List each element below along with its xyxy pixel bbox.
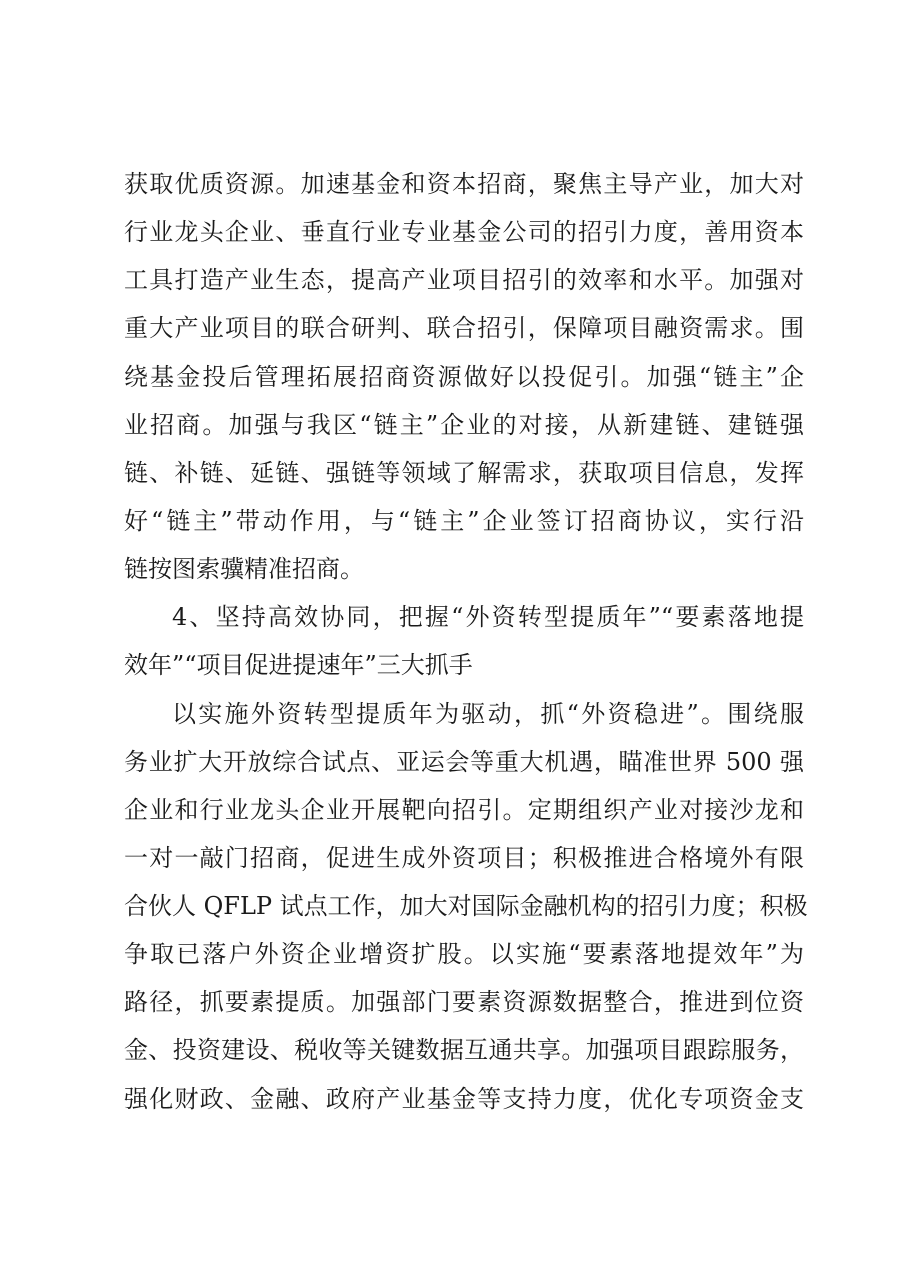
section-heading-continued: 效年”“项目促进提速年”三大抓手: [124, 651, 473, 679]
text-line: 争取已落户外资企业增资扩股。以实施“要素落地提效年”为: [124, 940, 804, 968]
text-line: 合伙人 QFLP 试点工作，加大对国际金融机构的招引力度；积极: [124, 892, 808, 920]
text-line: 行业龙头企业、垂直行业专业基金公司的招引力度，善用资本: [124, 218, 804, 246]
section-heading: 4、坚持高效协同，把握“外资转型提质年”“要素落地提: [172, 603, 804, 631]
text-line: 路径，抓要素提质。加强部门要素资源数据整合，推进到位资: [124, 988, 804, 1016]
text-line: 业招商。加强与我区“链主”企业的对接，从新建链、建链强: [124, 411, 804, 439]
text-line: 链、补链、延链、强链等领域了解需求，获取项目信息，发挥: [124, 459, 804, 487]
text-line: 好“链主”带动作用，与“链主”企业签订招商协议，实行沿: [124, 507, 804, 535]
text-line: 重大产业项目的联合研判、联合招引，保障项目融资需求。围: [124, 314, 804, 342]
text-line: 强化财政、金融、政府产业基金等支持力度，优化专项资金支: [124, 1085, 804, 1113]
text-line: 链按图索骥精准招商。: [124, 555, 364, 583]
text-line: 工具打造产业生态，提高产业项目招引的效率和水平。加强对: [124, 266, 804, 294]
text-line: 务业扩大开放综合试点、亚运会等重大机遇，瞄准世界 500 强: [124, 748, 804, 776]
text-line: 企业和行业龙头企业开展靶向招引。定期组织产业对接沙龙和: [124, 796, 804, 824]
text-line: 获取优质资源。加速基金和资本招商，聚焦主导产业，加大对: [124, 170, 804, 198]
text-line: 一对一敲门招商，促进生成外资项目；积极推进合格境外有限: [124, 844, 804, 872]
text-line: 金、投资建设、税收等关键数据互通共享。加强项目跟踪服务，: [124, 1036, 804, 1064]
text-line: 以实施外资转型提质年为驱动，抓“外资稳进”。围绕服: [172, 700, 804, 728]
text-line: 绕基金投后管理拓展招商资源做好以投促引。加强“链主”企: [124, 363, 804, 391]
